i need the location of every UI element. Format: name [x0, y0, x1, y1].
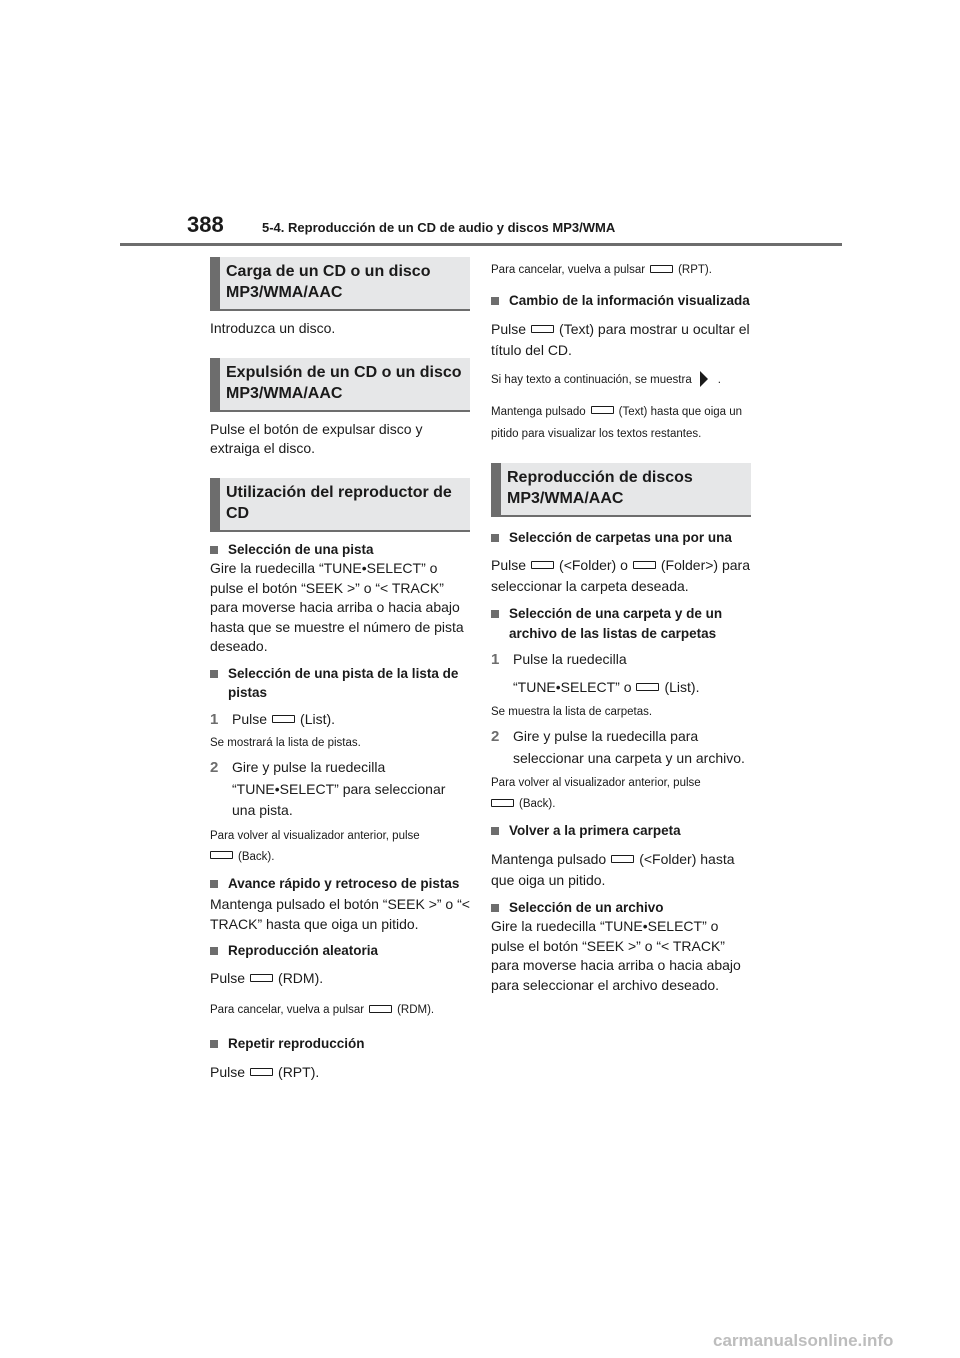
section-heading-load-disc: Carga de un CD o un disco MP3/WMA/AAC: [210, 257, 470, 311]
display-info-text: Pulse (Text) para mostrar u ocultar el título del CD.: [491, 320, 750, 358]
back-label-right: (Back).: [491, 796, 751, 812]
square-bullet-icon: [210, 546, 218, 554]
watermark: carmanualsonline.info: [713, 1331, 894, 1350]
repeat-text: Pulse (RPT).: [210, 1063, 320, 1080]
bullet-select-folders: Selección de carpetas una por una: [491, 528, 751, 548]
bullet-repeat: Repetir reproducción: [210, 1034, 470, 1054]
first-folder-text: Mantenga pulsado (<Folder) hasta que oiga un pitido.: [491, 850, 735, 888]
bullet-select-file: Selección de un archivo: [491, 898, 751, 918]
button-key-icon: [369, 1005, 392, 1013]
section-heading-cd-player: Utilización del reproductor de CD: [210, 478, 470, 532]
step-1-track-list: 1 Pulse (List).: [210, 710, 336, 728]
square-bullet-icon: [210, 670, 218, 678]
button-key-icon: [591, 406, 614, 414]
button-key-icon: [210, 851, 233, 859]
page-number: 388: [187, 212, 224, 237]
section-heading-mp3-playback: Reproducción de discos MP3/WMA/AAC: [491, 463, 751, 517]
eject-disc-text: Pulse el botón de expulsar disco y extraiga el disco.: [210, 420, 423, 456]
hold-text-note: Mantenga pulsado (Text) hasta que oiga un pitido para visualizar los textos restantes.: [491, 405, 743, 440]
square-bullet-icon: [491, 610, 499, 618]
square-bullet-icon: [210, 880, 218, 888]
left-column: [210, 257, 470, 1082]
square-bullet-icon: [491, 297, 499, 305]
bullet-display-info: Cambio de la información visualizada: [491, 291, 751, 311]
random-text: Pulse (RDM).: [210, 969, 324, 986]
button-key-icon: [650, 265, 673, 273]
button-key-icon: [491, 799, 514, 807]
running-head: 5-4. Reproducción de un CD de audio y discos MP3/WMA: [262, 220, 616, 235]
square-bullet-icon: [210, 947, 218, 955]
button-key-icon: [633, 561, 656, 569]
button-key-icon: [272, 715, 295, 723]
right-column: [491, 262, 751, 995]
right-arrow-icon: [700, 371, 708, 387]
step-1-folder-list: 1 Pulse la ruedecilla: [491, 651, 627, 668]
square-bullet-icon: [210, 1040, 218, 1048]
fast-forward-text: Mantenga pulsado el botón “SEEK >” o “< TRACK” hasta que oiga un pitido.: [210, 896, 470, 932]
square-bullet-icon: [491, 827, 499, 835]
button-key-icon: [250, 1068, 273, 1076]
step-2-track-list: 2 Gire y pulse la ruedecilla “TUNE•SELECT” para seleccionar una pista.: [210, 759, 446, 818]
more-text-note: Si hay texto a continuación, se muestra .: [491, 371, 751, 389]
section-heading-eject-disc: Expulsión de un CD o un disco MP3/WMA/AAC: [210, 358, 470, 412]
bullet-first-folder: Volver a la primera carpeta: [491, 821, 751, 841]
select-track-text: Gire la ruedecilla “TUNE•SELECT” o pulse el botón “SEEK >” o “< TRACK” para moverse hacia arriba o hacia abajo hasta que se muestre el número de pista deseado.: [210, 560, 464, 654]
square-bullet-icon: [491, 904, 499, 912]
button-key-icon: [250, 974, 273, 982]
repeat-cancel-note: Para cancelar, vuelva a pulsar (RPT).: [491, 264, 712, 276]
random-cancel-note: Para cancelar, vuelva a pulsar (RDM).: [210, 1004, 435, 1016]
button-key-icon: [636, 683, 659, 691]
step-2-folder-list: 2 Gire y pulse la ruedecilla para seleccionar una carpeta y un archivo.: [491, 728, 745, 766]
button-key-icon: [531, 561, 554, 569]
back-label: (Back).: [210, 849, 470, 865]
button-key-icon: [531, 325, 554, 333]
select-file-text: Gire la ruedecilla “TUNE•SELECT” o pulse el botón “SEEK >” o “< TRACK” para moverse hacia arriba o hacia abajo para seleccionar el archivo deseado.: [491, 918, 741, 993]
load-disc-text: Introduzca un disco.: [210, 320, 336, 336]
bullet-fast-forward: Avance rápido y retroceso de pistas: [210, 874, 470, 894]
bullet-random: Reproducción aleatoria: [210, 941, 470, 961]
square-bullet-icon: [491, 534, 499, 542]
button-key-icon: [611, 855, 634, 863]
step-1-folder-list-cont: “TUNE•SELECT” o (List).: [513, 678, 700, 695]
bullet-select-track: Selección de una pista: [210, 540, 470, 560]
header-rule: [120, 243, 842, 246]
back-note-right: Para volver al visualizador anterior, pulse: [491, 777, 701, 789]
bullet-track-list: Selección de una pista de la lista de pistas: [210, 664, 470, 703]
back-note: Para volver al visualizador anterior, pulse: [210, 829, 420, 842]
folder-list-note: Se muestra la lista de carpetas.: [491, 706, 653, 718]
track-list-note: Se mostrará la lista de pistas.: [210, 737, 361, 749]
select-folders-text: Pulse (<Folder) o (Folder>) para seleccionar la carpeta deseada.: [491, 557, 750, 594]
bullet-folder-list: Selección de una carpeta y de un archivo de las listas de carpetas: [491, 604, 751, 643]
